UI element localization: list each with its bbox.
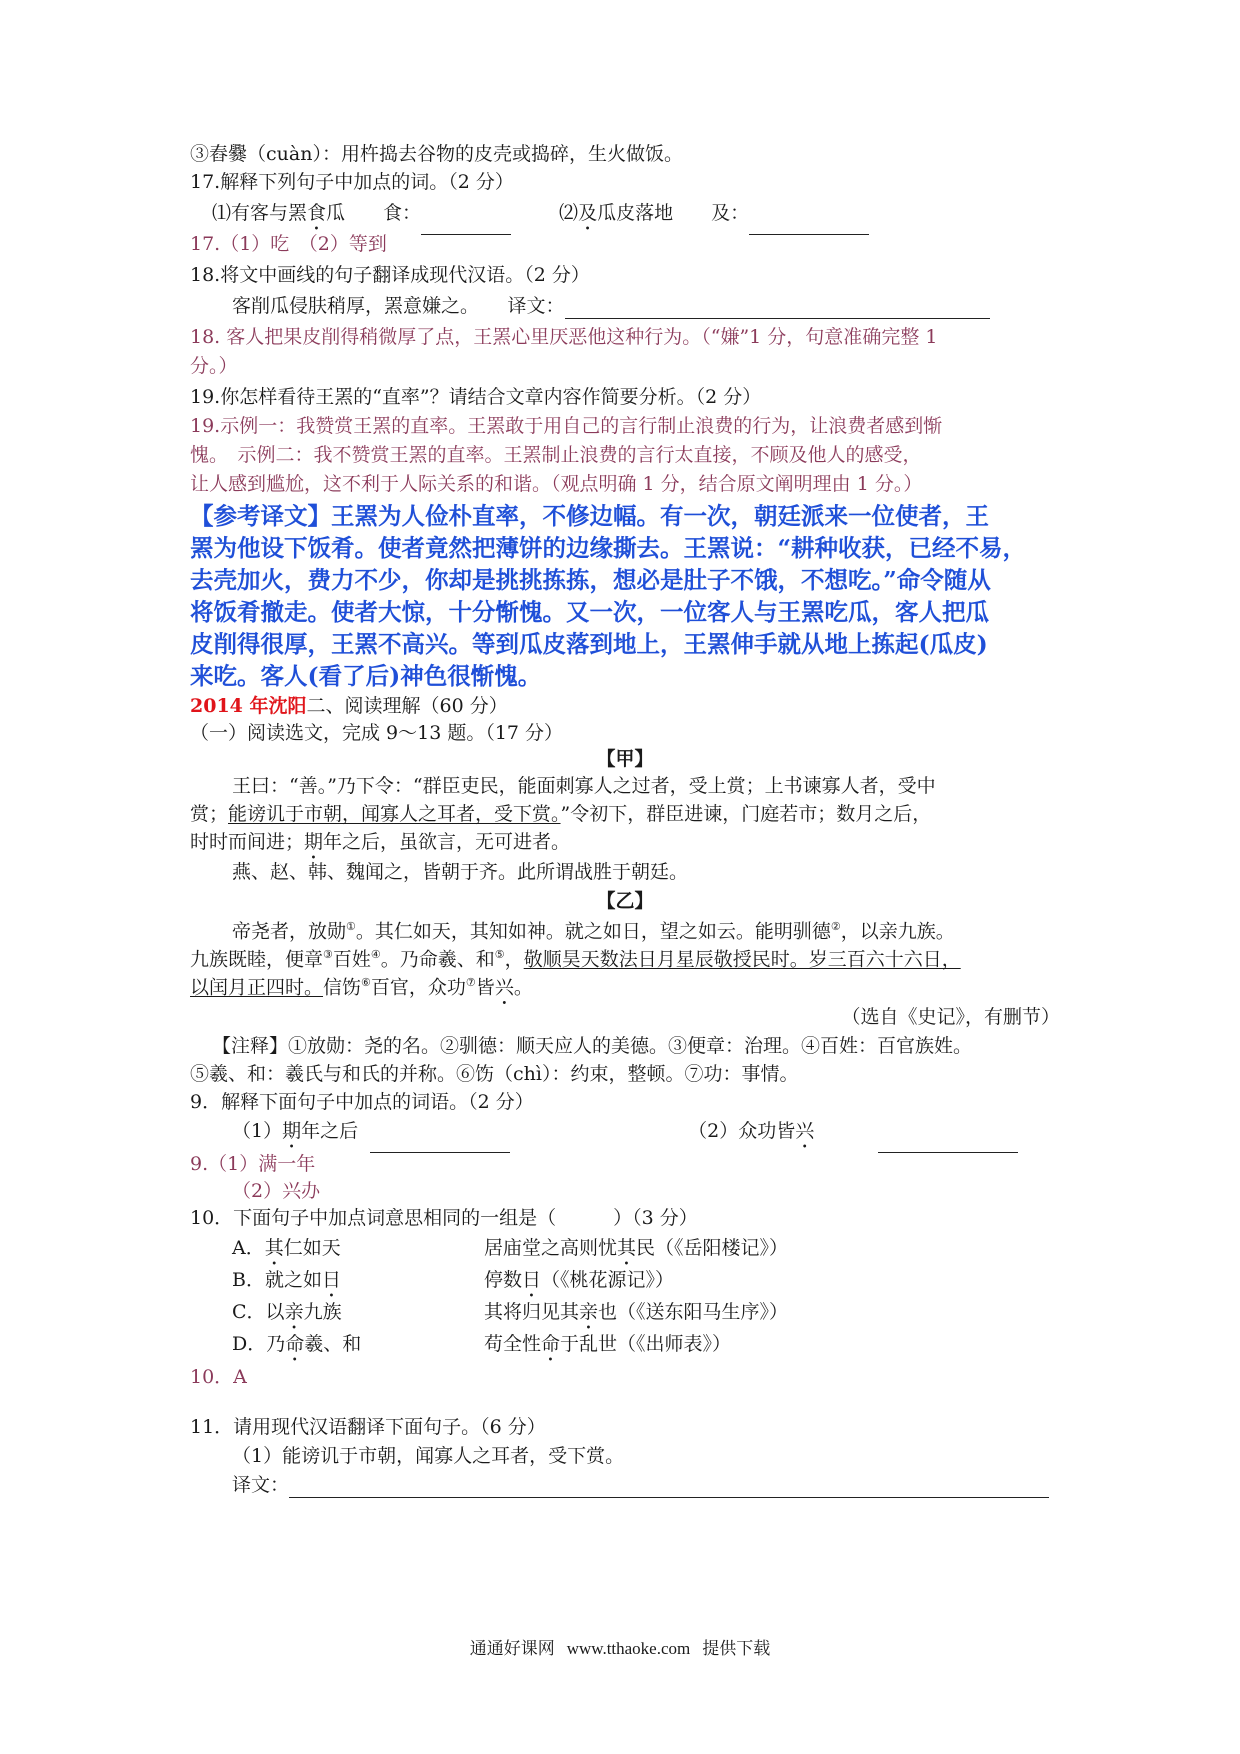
translation-label: 译文： xyxy=(232,1474,290,1496)
section-heading xyxy=(190,693,1060,719)
footer-site-name: 通通好课网 xyxy=(469,1639,555,1659)
option-left xyxy=(232,1331,484,1366)
answer-18-line2: 分。） xyxy=(190,355,238,377)
passage-jia-title: 【甲】 xyxy=(596,748,654,770)
passage-yi-title: 【乙】 xyxy=(596,890,654,912)
text-span: 年之后，虽欲言，无可进者。 xyxy=(323,831,571,853)
q17-2-label: 瓜皮落地 及： xyxy=(597,202,750,224)
dotted-word: 兴 xyxy=(795,1120,815,1142)
option-letter: B． xyxy=(232,1269,265,1291)
source-citation: （选自《史记》，有删节） xyxy=(841,1006,1060,1028)
answer-19-line2: 愧。 示例二：我不赞赏王罴的直率。王罴制止浪费的言行太直接，不顾及他人的感受， xyxy=(190,444,922,466)
text-span: 苟全性 xyxy=(484,1333,542,1355)
text-span: 九族 xyxy=(303,1301,342,1323)
option-letter: A． xyxy=(232,1237,265,1259)
answer-9-1: 9.（1）满一年 xyxy=(190,1153,316,1175)
question-17-items xyxy=(212,200,1082,235)
text-span: 乃 xyxy=(266,1333,286,1355)
option-row[interactable] xyxy=(232,1299,1102,1334)
option-letter: C． xyxy=(232,1301,266,1323)
dotted-word: 兴 xyxy=(494,976,514,999)
text-span: 也（《送东阳马生序》） xyxy=(598,1301,789,1323)
question-9-items xyxy=(232,1118,1102,1153)
note-3: ③舂爨（cuàn）：用杵捣去谷物的皮壳或捣碎，生火做饭。 xyxy=(190,143,683,165)
text-span: 以 xyxy=(265,1301,285,1323)
text-span: 仁如天 xyxy=(283,1237,341,1259)
text-span: 停数 xyxy=(484,1269,523,1291)
dotted-word: 其 xyxy=(617,1237,637,1259)
dotted-word: 食 xyxy=(307,202,327,224)
dotted-word: 亲 xyxy=(579,1301,599,1323)
answer-10: 10．A xyxy=(190,1366,247,1388)
text-span: 其将归见其 xyxy=(484,1301,580,1323)
translation-blank[interactable] xyxy=(565,298,990,319)
underlined-sentence: 敬顺昊天数法日月星辰敬授民时。岁三百六十六日， xyxy=(523,948,961,971)
annotation-line1: 【注释】①放勋：尧的名。②驯德：顺天应人的美德。③便章：治理。④百姓：百官族姓。 xyxy=(212,1035,973,1057)
underlined-sentence: 能谤讥于市朝，闻寡人之耳者，受下赏。 xyxy=(228,803,561,825)
option-left xyxy=(232,1299,484,1334)
dotted-word: 亲 xyxy=(284,1301,304,1323)
dotted-word: 其 xyxy=(264,1237,284,1259)
annotation-line2: ⑤羲、和：羲氏与和氏的并称。⑥饬（chì）：约束，整顿。⑦功：事情。 xyxy=(190,1063,799,1085)
reference-translation-line: 将饭肴撤走。使者大惊，十分惭愧。又一次，一位客人与王罴吃瓜，客人把瓜 xyxy=(190,598,989,626)
reference-translation-line: 皮削得很厚，王罴不高兴。等到瓜皮落到地上，王罴伸手就从地上拣起(瓜皮) xyxy=(190,630,988,658)
passage-jia-line xyxy=(190,801,1060,827)
footer-url[interactable]: www.tthaoke.com xyxy=(566,1639,691,1658)
reference-translation-line: 【参考译文】王罴为人俭朴直率，不修边幅。有一次，朝廷派来一位使者，王 xyxy=(190,502,989,530)
q18-sentence: 客削瓜侵肤稍厚，罴意嫌之。 译文： xyxy=(232,295,565,317)
option-row[interactable] xyxy=(232,1235,1102,1270)
section-year-city: 2014 年沈阳 xyxy=(190,695,307,717)
question-18: 18.将文中画线的句子翻译成现代汉语。（2 分） xyxy=(190,264,590,286)
dotted-word: 日 xyxy=(522,1269,542,1291)
question-9: 9．解释下面句子中加点的词语。（2 分） xyxy=(190,1091,534,1113)
q17-2-num: ⑵ xyxy=(559,202,579,224)
question-11-1: （1）能谤讥于市朝，闻寡人之耳者，受下赏。 xyxy=(232,1445,625,1467)
passage-yi-line: 帝尧者，放勋①。其仁如天，其知如神。就之如日，望之如云。能明驯德②，以亲九族。 xyxy=(232,920,955,943)
answer-17: 17.（1）吃 （2）等到 xyxy=(190,233,387,255)
question-10: 10．下面句子中加点词意思相同的一组是（ ）（3 分） xyxy=(190,1207,698,1229)
answer-19-line3: 让人感到尴尬，这不利于人际关系的和谐。（观点明确 1 分，结合原文阐明理由 1 分。） xyxy=(190,473,923,495)
text-span: 于乱世（《出师表》） xyxy=(560,1333,732,1355)
dotted-word: 及 xyxy=(578,202,598,224)
text-span: 年之后 xyxy=(301,1120,359,1142)
option-letter: D． xyxy=(232,1333,267,1355)
text-span: （《桃花源记》） xyxy=(541,1269,675,1291)
answer-18-line1: 18. 客人把果皮削得稍微厚了点，王罴心里厌恶他这种行为。（“嫌”1 分，句意准确完整 1 xyxy=(190,326,938,348)
underlined-sentence: 以闰月正四时。 xyxy=(190,976,324,999)
text-span: ”令初下，群臣进谏，门庭若市；数月之后， xyxy=(560,803,932,825)
answer-19-line1: 19.示例一：我赞赏王罴的直率。王罴敢于用自己的言行制止浪费的行为，让浪费者感到惭 xyxy=(190,415,943,437)
question-18-sentence xyxy=(232,293,1102,319)
text-span: 就之如 xyxy=(264,1269,322,1291)
passage-jia-line: 燕、赵、韩、魏闻之，皆朝于齐。此所谓战胜于朝廷。 xyxy=(232,861,689,883)
text-span: 时时而间进； xyxy=(190,831,305,853)
footer-download-text: 提供下载 xyxy=(702,1639,771,1659)
page-footer xyxy=(0,1637,1240,1661)
dotted-word: 期 xyxy=(282,1120,302,1142)
option-row[interactable] xyxy=(232,1267,1102,1302)
text-span: 赏； xyxy=(190,803,229,825)
option-left xyxy=(232,1267,484,1302)
passage-yi-line: 九族既睦，便章③百姓④。乃命羲、和⑤，敬顺昊天数法日月星辰敬授民时。岁三百六十六日， xyxy=(190,948,961,971)
text-span: （1） xyxy=(232,1120,283,1142)
question-19: 19.你怎样看待王罴的“直率”？请结合文章内容作简要分析。（2 分） xyxy=(190,386,762,408)
translation-blank[interactable] xyxy=(289,1477,1049,1498)
text-span: 民（《岳阳楼记》） xyxy=(636,1237,789,1259)
question-11-translation xyxy=(232,1472,1102,1498)
section-title: 二、阅读理解（60 分） xyxy=(306,695,508,717)
reference-translation-line: 去壳加火，费力不少，你却是挑挑拣拣，想必是肚子不饿，不想吃。”命令随从 xyxy=(190,566,991,594)
answer-blank[interactable] xyxy=(878,1132,1018,1153)
passage-yi-line: 以闰月正四时。信饬⑥百官，众功⑦皆兴。 xyxy=(190,976,533,999)
dotted-word: 命 xyxy=(541,1333,561,1355)
text-span: 居庙堂之高则忧 xyxy=(484,1237,618,1259)
question-17: 17.解释下列句子中加点的词。（2 分） xyxy=(190,171,514,193)
option-row[interactable] xyxy=(232,1331,1102,1366)
answer-blank[interactable] xyxy=(370,1132,510,1153)
text-span: （2）众功皆 xyxy=(688,1120,796,1142)
dotted-word: 日 xyxy=(321,1269,341,1291)
text-span: 。 xyxy=(513,976,533,999)
question-11: 11．请用现代汉语翻译下面句子。（6 分） xyxy=(190,1416,546,1438)
answer-9-2: （2）兴办 xyxy=(232,1180,321,1202)
q17-1-label: 瓜 食： xyxy=(326,202,422,224)
passage-jia-line: 王曰：“善。”乃下令：“群臣吏民，能面刺寡人之过者，受上赏；上书谏寡人者，受中 xyxy=(232,775,936,797)
dotted-word: 命 xyxy=(285,1333,305,1355)
part-1-instruction: （一）阅读选文，完成 9～13 题。（17 分） xyxy=(190,722,564,744)
option-left xyxy=(232,1235,484,1270)
q17-1-text: ⑴有客与罴 xyxy=(212,202,308,224)
dotted-word: 期 xyxy=(304,831,324,853)
reference-translation-line: 来吃。客人(看了后)神色很惭愧。 xyxy=(190,662,542,690)
text-span: 羲、和 xyxy=(304,1333,362,1355)
reference-translation-line: 罴为他设下饭肴。使者竟然把薄饼的边缘撕去。王罴说：“耕种收获，已经不易， xyxy=(190,534,1027,562)
